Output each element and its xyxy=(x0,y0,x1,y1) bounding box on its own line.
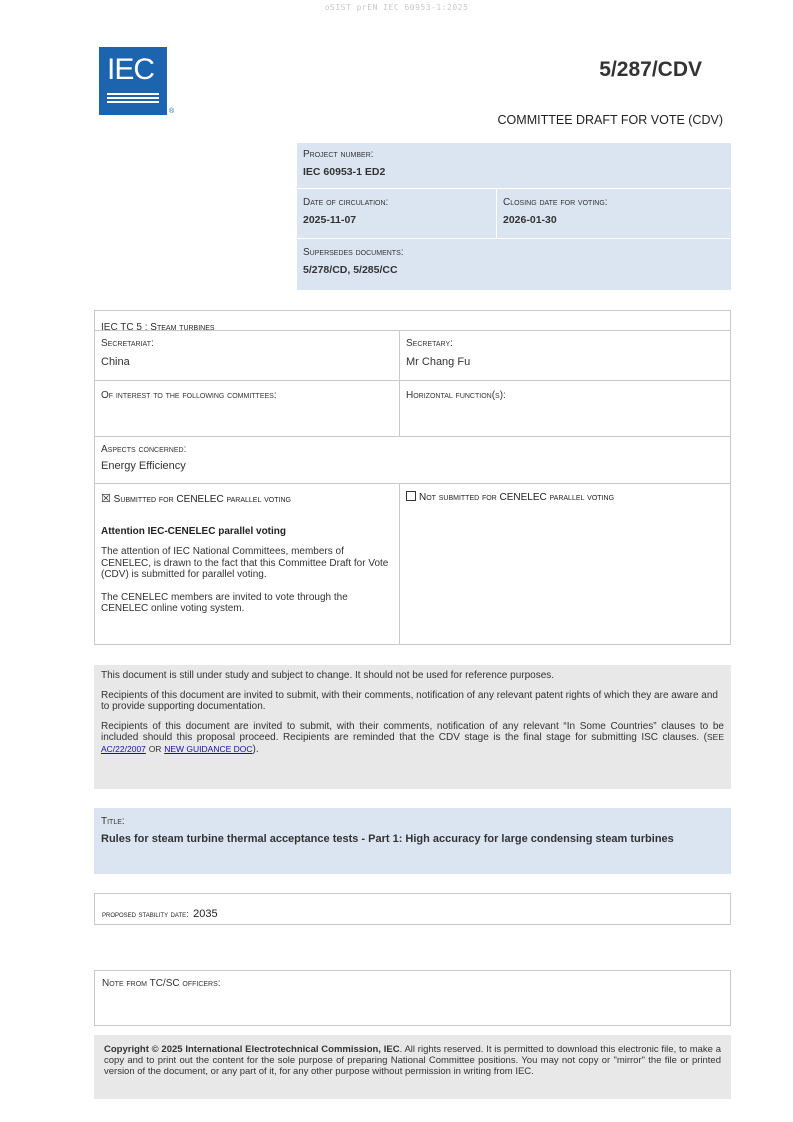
horizontal-label: Horizontal function(s): xyxy=(406,390,506,401)
row-line-3 xyxy=(95,436,730,437)
title-box xyxy=(94,808,731,874)
secretariat-cell xyxy=(95,334,399,374)
circulation-date-cell xyxy=(297,191,496,232)
notice-p3-text: Recipients of this document are invited to submit, with their comments, notification of any relevant “In Some Countries” clauses to be included should this proposal proceed. Recipients are reminded that the CDV stage is the final stage for submitting ISC clauses. ( xyxy=(101,720,724,743)
closing-date-value: 2026-01-30 xyxy=(503,214,557,226)
secretary-value: Mr Chang Fu xyxy=(406,356,471,368)
members-text: The CENELEC members are invited to vote through the CENELEC online voting system. xyxy=(101,591,348,614)
circulation-date-value: 2025-11-07 xyxy=(303,214,357,226)
row-line-2 xyxy=(95,380,730,381)
supersedes-label: Supersedes documents: xyxy=(303,247,404,258)
not-submitted-cell xyxy=(400,488,730,509)
watermark: oSIST prEN IEC 60953-1:2025 xyxy=(324,3,469,12)
guidance-doc-link[interactable]: NEW GUIDANCE DOC xyxy=(164,743,253,754)
closing-date-label: Closing date for voting: xyxy=(503,197,608,208)
see-text: SEE xyxy=(706,732,724,742)
circulation-date-label: Date of circulation: xyxy=(303,197,389,208)
notice-paragraph-1: This document is still under study and subject to change. It should not be used for reference purposes. xyxy=(101,670,555,681)
iec-logo xyxy=(99,47,167,115)
secretariat-value: China xyxy=(101,356,130,368)
attention-title: Attention IEC-CENELEC parallel voting xyxy=(101,526,287,537)
document-number: 5/287/CDV xyxy=(599,58,702,81)
project-number-value: IEC 60953-1 ED2 xyxy=(303,166,386,178)
project-number-cell xyxy=(297,143,731,184)
notice-close: ). xyxy=(252,743,259,755)
aspects-label: Aspects concerned: xyxy=(101,444,187,455)
stability-label: proposed stability date: xyxy=(102,909,189,919)
ac-22-2007-link[interactable]: AC/22/2007 xyxy=(101,743,146,754)
notice-paragraph-3 xyxy=(101,721,724,756)
unchecked-box-icon[interactable] xyxy=(406,491,416,501)
interest-label: Of interest to the following committees: xyxy=(101,390,277,401)
not-submitted-label: Not submitted for CENELEC parallel voting xyxy=(419,492,615,503)
note-label: Note from TC/SC officers: xyxy=(102,978,221,989)
aspects-value: Energy Efficiency xyxy=(101,460,186,472)
stability-box xyxy=(94,893,731,925)
committee-table xyxy=(94,310,731,645)
supersedes-value: 5/278/CD, 5/285/CC xyxy=(303,264,398,276)
dates-divider xyxy=(297,238,731,239)
closing-date-cell xyxy=(497,191,731,232)
stability-value: 2035 xyxy=(193,908,218,920)
project-divider xyxy=(297,188,731,189)
interest-cell xyxy=(95,386,399,407)
title-value: Rules for steam turbine thermal acceptance tests - Part 1: High accuracy for large condensing steam turbines xyxy=(101,833,674,845)
supersedes-cell xyxy=(297,241,731,282)
document-type: COMMITTEE DRAFT FOR VOTE (CDV) xyxy=(497,113,723,127)
or-text: OR xyxy=(148,743,162,754)
submitted-label: Submitted for CENELEC parallel voting xyxy=(113,494,291,505)
secretariat-label: Secretariat: xyxy=(101,338,154,349)
secretary-label: Secretary: xyxy=(406,338,453,349)
notice-box xyxy=(94,665,731,789)
committee-prefix: IEC TC 5 : xyxy=(101,322,151,333)
copyright-box xyxy=(94,1035,731,1099)
committee-name: Steam turbines xyxy=(150,322,215,333)
logo-text: IEC xyxy=(107,53,155,86)
checked-box-icon[interactable]: ☒ xyxy=(101,493,111,505)
horizontal-cell xyxy=(400,386,730,407)
attention-text: The attention of IEC National Committees, members of CENELEC, is drawn to the fact that this Committee Draft for Vote (CDV) is submitted for parallel voting. xyxy=(101,546,389,580)
copyright-text xyxy=(104,1044,721,1077)
submitted-cell xyxy=(95,488,399,621)
note-box xyxy=(94,970,731,1026)
title-label: Title: xyxy=(101,816,125,827)
registered-mark: ® xyxy=(169,108,175,115)
project-number-label: Project number: xyxy=(303,149,374,160)
copyright-bold: Copyright © 2025 International Electrotechnical Commission, IEC xyxy=(104,1044,400,1055)
aspects-cell xyxy=(95,441,730,478)
row-line-4 xyxy=(95,483,730,484)
copyright-body: . All rights reserved. It is permitted to download this electronic file, to make a copy and to print out the content for the sole purpose of preparing National Committee positions. You may not copy or "mirror" the file or printed version of the document, or any part of it, for any other purpose without permission in writing from IEC. xyxy=(104,1044,721,1077)
notice-paragraph-2: Recipients of this document are invited to submit, with their comments, notification of any relevant patent rights of which they are aware and to provide supporting documentation. xyxy=(101,689,718,712)
secretary-cell xyxy=(400,334,730,374)
logo-lines xyxy=(107,93,159,105)
